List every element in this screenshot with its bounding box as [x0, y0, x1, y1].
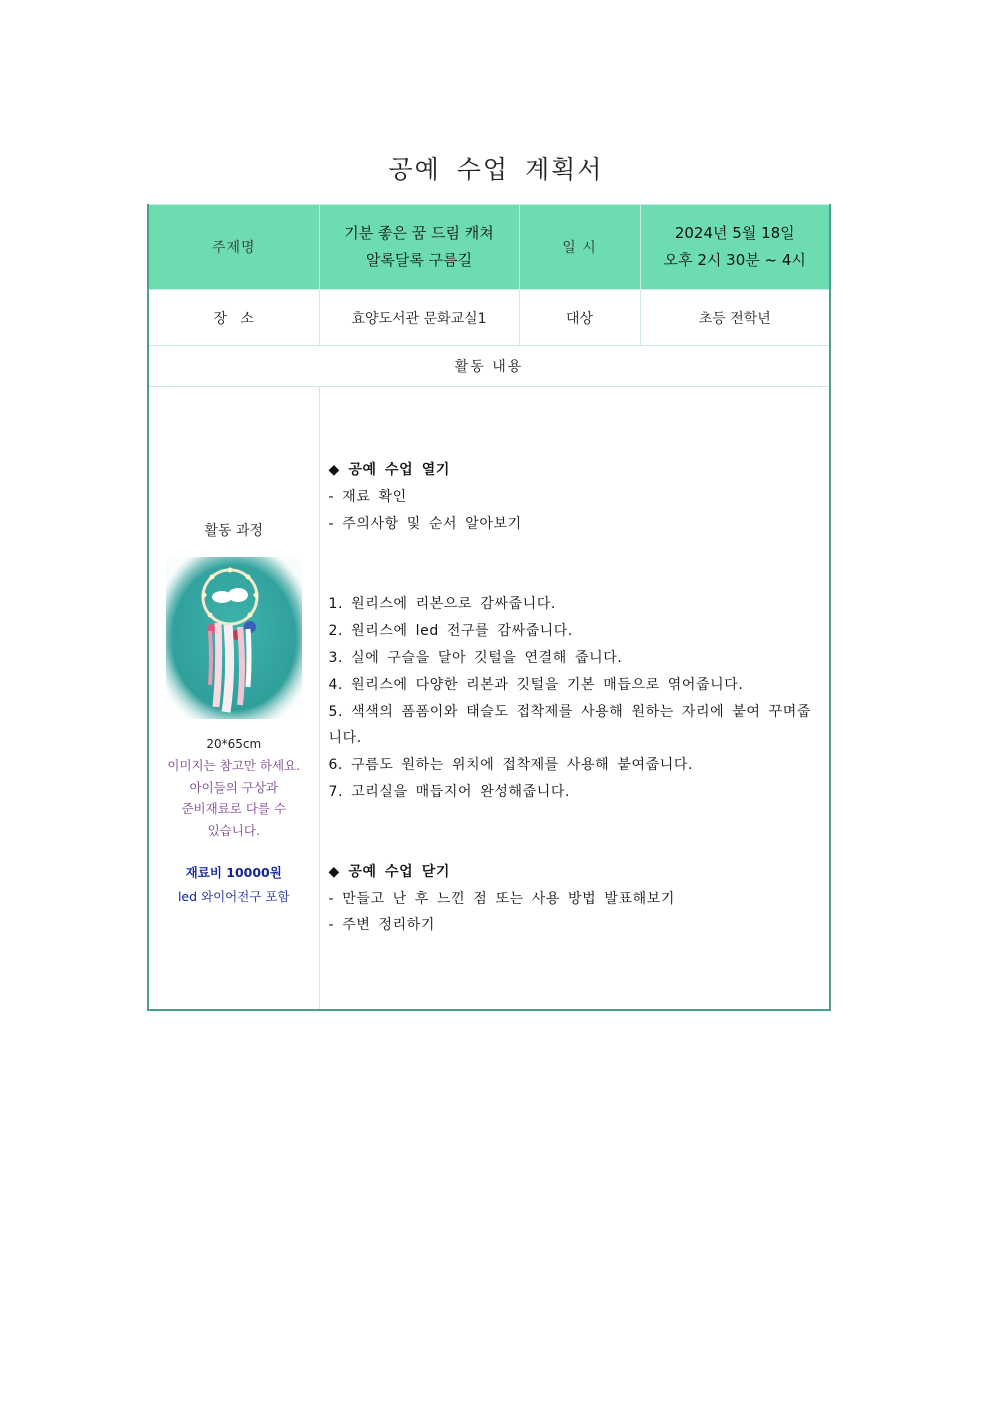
date-value [640, 205, 830, 290]
activity-right-cell [319, 387, 830, 1011]
note-line: 준비재료로 다를 수 [181, 801, 287, 816]
note-line: 이미지는 참고만 하세요. [167, 758, 301, 773]
image-note [149, 755, 319, 841]
subject-value [319, 205, 519, 290]
dreamcatcher-photo [166, 557, 302, 719]
step-item: 7. 고리실을 매듭지어 완성해줍니다. [328, 783, 570, 800]
step-item: 1. 원리스에 리본으로 감싸줍니다. [328, 596, 556, 613]
activity-row [148, 387, 830, 1011]
target-label: 대상 [519, 290, 640, 346]
size-text: 20*65cm [206, 737, 262, 751]
target-value: 초등 전학년 [640, 290, 830, 346]
step-item: 6. 구름도 원하는 위치에 접착제를 사용해 붙여줍니다. [328, 757, 694, 774]
cost-block [149, 861, 319, 909]
header-row [148, 205, 830, 290]
close-heading: ◆ 공예 수업 닫기 [328, 863, 451, 880]
open-item: - 주의사항 및 순서 알아보기 [328, 515, 522, 532]
open-heading: ◆ 공예 수업 열기 [328, 462, 451, 478]
place-value: 효양도서관 문화교실1 [319, 290, 519, 346]
subject-label: 주제명 [148, 205, 319, 290]
cost-text: 재료비 10000원 [185, 865, 282, 880]
close-item: - 주변 정리하기 [328, 917, 435, 934]
date-label: 일 시 [519, 205, 640, 290]
activity-heading-row [148, 346, 830, 387]
document-title: 공예 수업 계획서 [388, 155, 604, 184]
close-item: - 만들고 난 후 느낀 점 또는 사용 방법 발표해보기 [328, 890, 675, 907]
open-item: - 재료 확인 [328, 488, 407, 505]
activity-heading: 활동 내용 [148, 346, 830, 387]
step-item: 3. 실에 구슬을 달아 깃털을 연결해 줍니다. [328, 649, 623, 666]
info-row [148, 290, 830, 346]
date-line-1: 2024년 5월 18일 [674, 224, 795, 242]
activity-left-cell [148, 387, 319, 1011]
step-item: 5. 색색의 폼폼이와 태슬도 접착제를 사용해 원하는 자리에 붙여 꾸며줍니다. [328, 703, 811, 747]
date-line-2: 오후 2시 30분 ~ 4시 [663, 251, 806, 269]
step-item: 4. 원리스에 다양한 리본과 깃털을 기본 매듭으로 엮어줍니다. [328, 676, 744, 693]
cost-note: led 와이어전구 포함 [177, 889, 290, 904]
place-label-text: 장 소 [213, 310, 254, 327]
note-line: 아이들의 구상과 [189, 779, 278, 795]
activity-content [329, 457, 822, 939]
plan-table [147, 204, 831, 1011]
subject-line-2: 알록달록 구름길 [365, 251, 473, 269]
place-label [148, 290, 319, 346]
note-line: 있습니다. [207, 822, 260, 838]
step-item: 2. 원리스에 led 전구를 감싸줍니다. [328, 623, 573, 640]
process-label: 활동 과정 [204, 523, 264, 539]
subject-line-1: 기분 좋은 꿈 드림 캐쳐 [344, 224, 494, 242]
